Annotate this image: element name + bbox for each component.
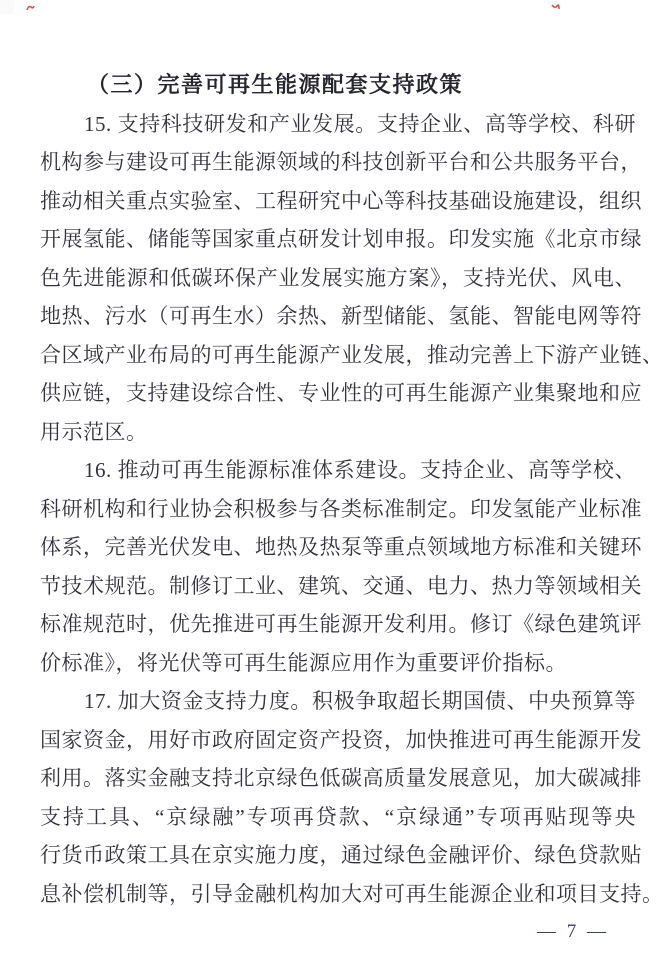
text-line: 科研机构和行业协会积极参与各类标准制定。印发氢能产业标准 [40, 496, 642, 521]
text-line: 供应链，支持建设综合性、专业性的可再生能源产业集聚地和应 [40, 381, 642, 405]
text-line: 支持工具、“京绿融”专项再贷款、“京绿通”专项再贴现等央 [40, 804, 636, 829]
text-line: 行货币政策工具在京实施力度，通过绿色金融评价、绿色贷款贴 [40, 843, 642, 867]
text-line: 利用。落实金融支持北京绿色低碳高质量发展意见，加大碳减排 [40, 766, 642, 790]
text-line: 国家资金，用好市政府固定资产投资，加快推进可再生能源开发 [40, 727, 642, 752]
text-line: 合区域产业布局的可再生能源产业发展，推动完善上下游产业链、 [40, 342, 664, 367]
text-line: 开展氢能、储能等国家重点研发计划申报。印发实施《北京市绿 [40, 227, 642, 251]
page-number: — 7 — [537, 921, 609, 942]
text-line: 节技术规范。制修订工业、建筑、交通、电力、热力等领域相关 [40, 573, 642, 598]
document-body [40, 66, 664, 913]
paragraph-16 [40, 451, 642, 682]
text-line: 用示范区。 [40, 419, 148, 444]
red-annotation-mark [26, 4, 35, 12]
text-line: 息补偿机制等，引导金融机构加大对可再生能源企业和项目支持。 [40, 881, 664, 906]
text-line: 色先进能源和低碳环保产业发展实施方案》，支持光伏、风电、 [40, 265, 636, 290]
text-line: 标准规范时，优先推进可再生能源开发利用。修订《绿色建筑评 [40, 612, 642, 636]
text-line: 机构参与建设可再生能源领域的科技创新平台和公共服务平台， [40, 150, 642, 174]
text-line: 15. 支持科技研发和产业发展。支持企业、高等学校、科研 [84, 111, 636, 136]
paragraph-15 [40, 105, 664, 452]
text-line: 体系，完善光伏发电、地热及热泵等重点领域地方标准和关键环 [40, 535, 642, 559]
text-line: 17. 加大资金支持力度。积极争取超长期国债、中央预算等 [84, 689, 636, 713]
red-annotation-mark [551, 3, 560, 11]
section-heading: （三）完善可再生能源配套支持政策 [87, 72, 464, 97]
text-line: 价标准》，将光伏等可再生能源应用作为重要评价指标。 [40, 650, 567, 675]
paragraph-17 [40, 682, 664, 913]
text-line: 地热、污水（可再生水）余热、新型储能、氢能、智能电网等符 [40, 304, 642, 328]
scan-artifact [0, 0, 14, 14]
text-line: 16. 推动可再生能源标准体系建设。支持企业、高等学校、 [84, 458, 636, 482]
text-line: 推动相关重点实验室、工程研究中心等科技基础设施建设，组织 [40, 188, 642, 213]
